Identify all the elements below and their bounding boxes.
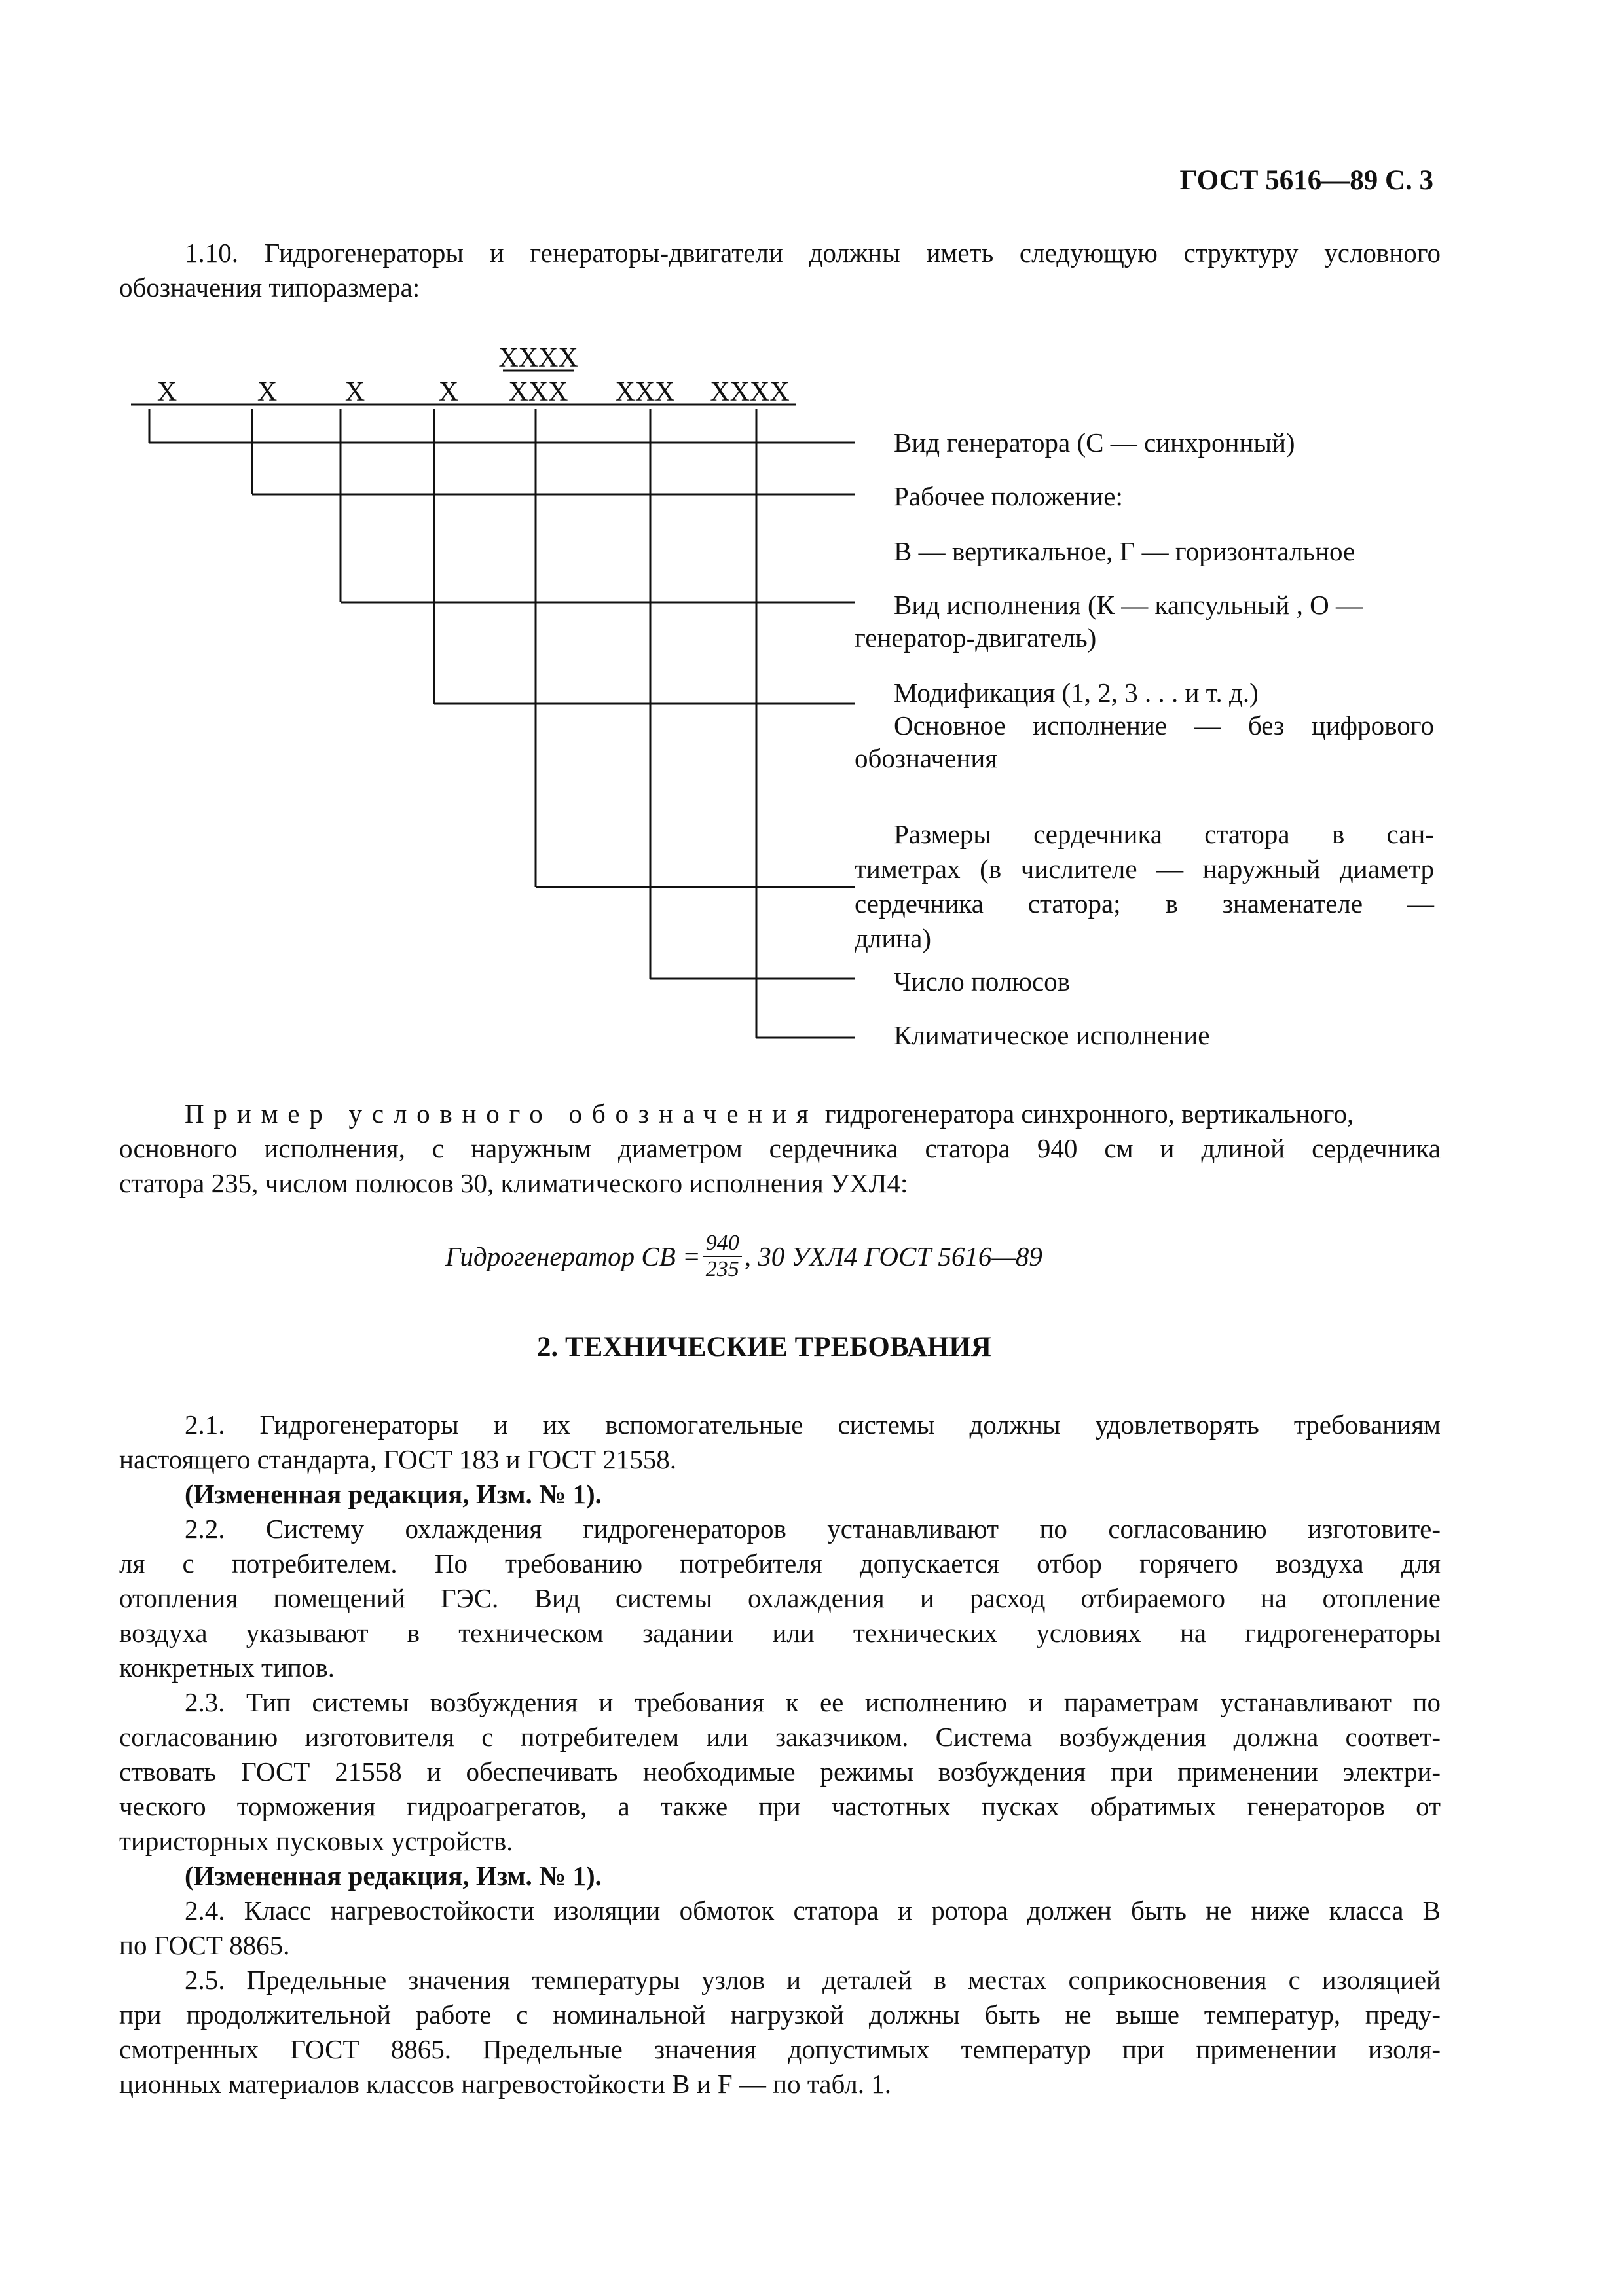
code-execution: X xyxy=(344,377,365,407)
text-line: при продолжительной работе с номинальной нагрузкой должны быть не выше температур, преду- xyxy=(119,1999,1441,2030)
text-line: 2.5. Предельные значения температуры узлов и деталей в местах соприкосновения с изоляцией xyxy=(185,1965,1441,1995)
label-climate: Климатическое исполнение xyxy=(894,1020,1210,1050)
code-modification: X xyxy=(438,377,459,407)
text-line: согласованию изготовителя с потребителем или заказчиком. Система возбуждения должна соответ- xyxy=(119,1722,1441,1752)
text-line: 2.1. Гидрогенераторы и их вспомогательные системы должны удовлетворять требованиям xyxy=(185,1410,1441,1440)
formula-fraction xyxy=(703,1231,742,1282)
text-line: настоящего стандарта, ГОСТ 183 и ГОСТ 21558. xyxy=(119,1444,677,1474)
text-line: ствовать ГОСТ 21558 и обеспечивать необходимые режимы возбуждения при применении электри- xyxy=(119,1757,1441,1787)
text-line: статора 235, числом полюсов 30, климатического исполнения УХЛ4: xyxy=(119,1168,908,1198)
label-modification-2: Основное исполнение — без цифрового xyxy=(894,710,1434,740)
code-core-size: XXX xyxy=(508,377,568,407)
formula-left: Гидрогенератор СВ = xyxy=(445,1241,701,1271)
label-poles: Число полюсов xyxy=(894,966,1071,996)
code-generator: X xyxy=(157,377,177,407)
formula-denominator: 235 xyxy=(705,1257,739,1281)
text-line: основного исполнения, с наружным диаметром сердечника статора 940 см и длиной сердечника xyxy=(119,1133,1441,1163)
section-heading: 2. ТЕХНИЧЕСКИЕ ТРЕБОВАНИЯ xyxy=(537,1332,991,1362)
label-core-4: длина) xyxy=(855,923,932,953)
text-line: воздуха указывают в техническом задании или технических условиях на гидрогенераторы xyxy=(119,1618,1441,1648)
text-line: ческого торможения гидроагрегатов, а также при частотных пусках обратимых генераторов от xyxy=(119,1791,1441,1821)
formula-numerator: 940 xyxy=(703,1231,742,1257)
code-climate: XXXX xyxy=(710,377,790,407)
label-execution-2: генератор-двигатель) xyxy=(855,623,1097,653)
label-modification-3: обозначения xyxy=(855,743,998,773)
code-numerator: XXXX xyxy=(498,343,578,373)
amendment-note: (Измененная редакция, Изм. № 1). xyxy=(185,1861,602,1891)
formula-right: , 30 УХЛ4 ГОСТ 5616—89 xyxy=(744,1241,1042,1271)
text-line: 2.3. Тип системы возбуждения и требования к ее исполнению и параметрам устанавливают по xyxy=(185,1687,1441,1717)
text-line: 1.10. Гидрогенераторы и генераторы-двигатели должны иметь следующую структуру условного xyxy=(185,238,1441,268)
text-line: отопления помещений ГЭС. Вид системы охлаждения и расход отбираемого на отопление xyxy=(119,1583,1441,1613)
label-modification-2-wrap xyxy=(855,708,1434,743)
label-execution-1: Вид исполнения (К — капсульный , О — xyxy=(894,590,1363,620)
paragraph-2-1 xyxy=(119,1408,1441,2102)
code-poles: XXX xyxy=(615,377,675,407)
label-position-values: В — вертикальное, Г — горизонтальное xyxy=(894,536,1355,566)
example-spaced-lead: Пример условного обозначения xyxy=(185,1099,819,1129)
text-line: обозначения типоразмера: xyxy=(119,272,420,302)
text-line xyxy=(119,1097,1441,1131)
label-core-2: тиметрах (в числителе — наружный диаметр xyxy=(855,854,1434,884)
example-formula xyxy=(445,1231,1042,1282)
text-line: смотренных ГОСТ 8865. Предельные значения допустимых температур при применении изоля- xyxy=(119,2034,1441,2064)
amendment-note: (Измененная редакция, Изм. № 1). xyxy=(185,1479,602,1509)
example-paragraph xyxy=(119,1097,1441,1201)
label-position-title: Рабочее положение: xyxy=(894,481,1123,511)
label-core-3: сердечника статора; в знаменателе — xyxy=(855,888,1434,919)
text-line: тиристорных пусковых устройств. xyxy=(119,1826,513,1856)
code-position: X xyxy=(257,377,278,407)
text-line: ля с потребителем. По требованию потребителя допускается отбор горячего воздуха для xyxy=(119,1548,1441,1578)
page-header: ГОСТ 5616—89 С. 3 xyxy=(1179,165,1433,196)
example-line1: гидрогенератора синхронного, вертикального, xyxy=(818,1099,1354,1129)
text-line: 2.4. Класс нагревостойкости изоляции обмоток статора и ротора должен быть не ниже класса В xyxy=(185,1895,1441,1925)
label-modification-1: Модификация (1, 2, 3 . . . и т. д.) xyxy=(894,678,1259,708)
label-generator-type: Вид генератора (С — синхронный) xyxy=(894,428,1295,458)
text-line: по ГОСТ 8865. xyxy=(119,1930,290,1960)
text-line: конкретных типов. xyxy=(119,1652,335,1683)
label-core-block xyxy=(855,817,1434,956)
text-line: ционных материалов классов нагревостойкости В и F — по табл. 1. xyxy=(119,2069,892,2099)
text-line: 2.2. Систему охлаждения гидрогенераторов устанавливают по согласованию изготовите- xyxy=(185,1514,1441,1544)
label-core-1: Размеры сердечника статора в сан- xyxy=(894,819,1434,849)
